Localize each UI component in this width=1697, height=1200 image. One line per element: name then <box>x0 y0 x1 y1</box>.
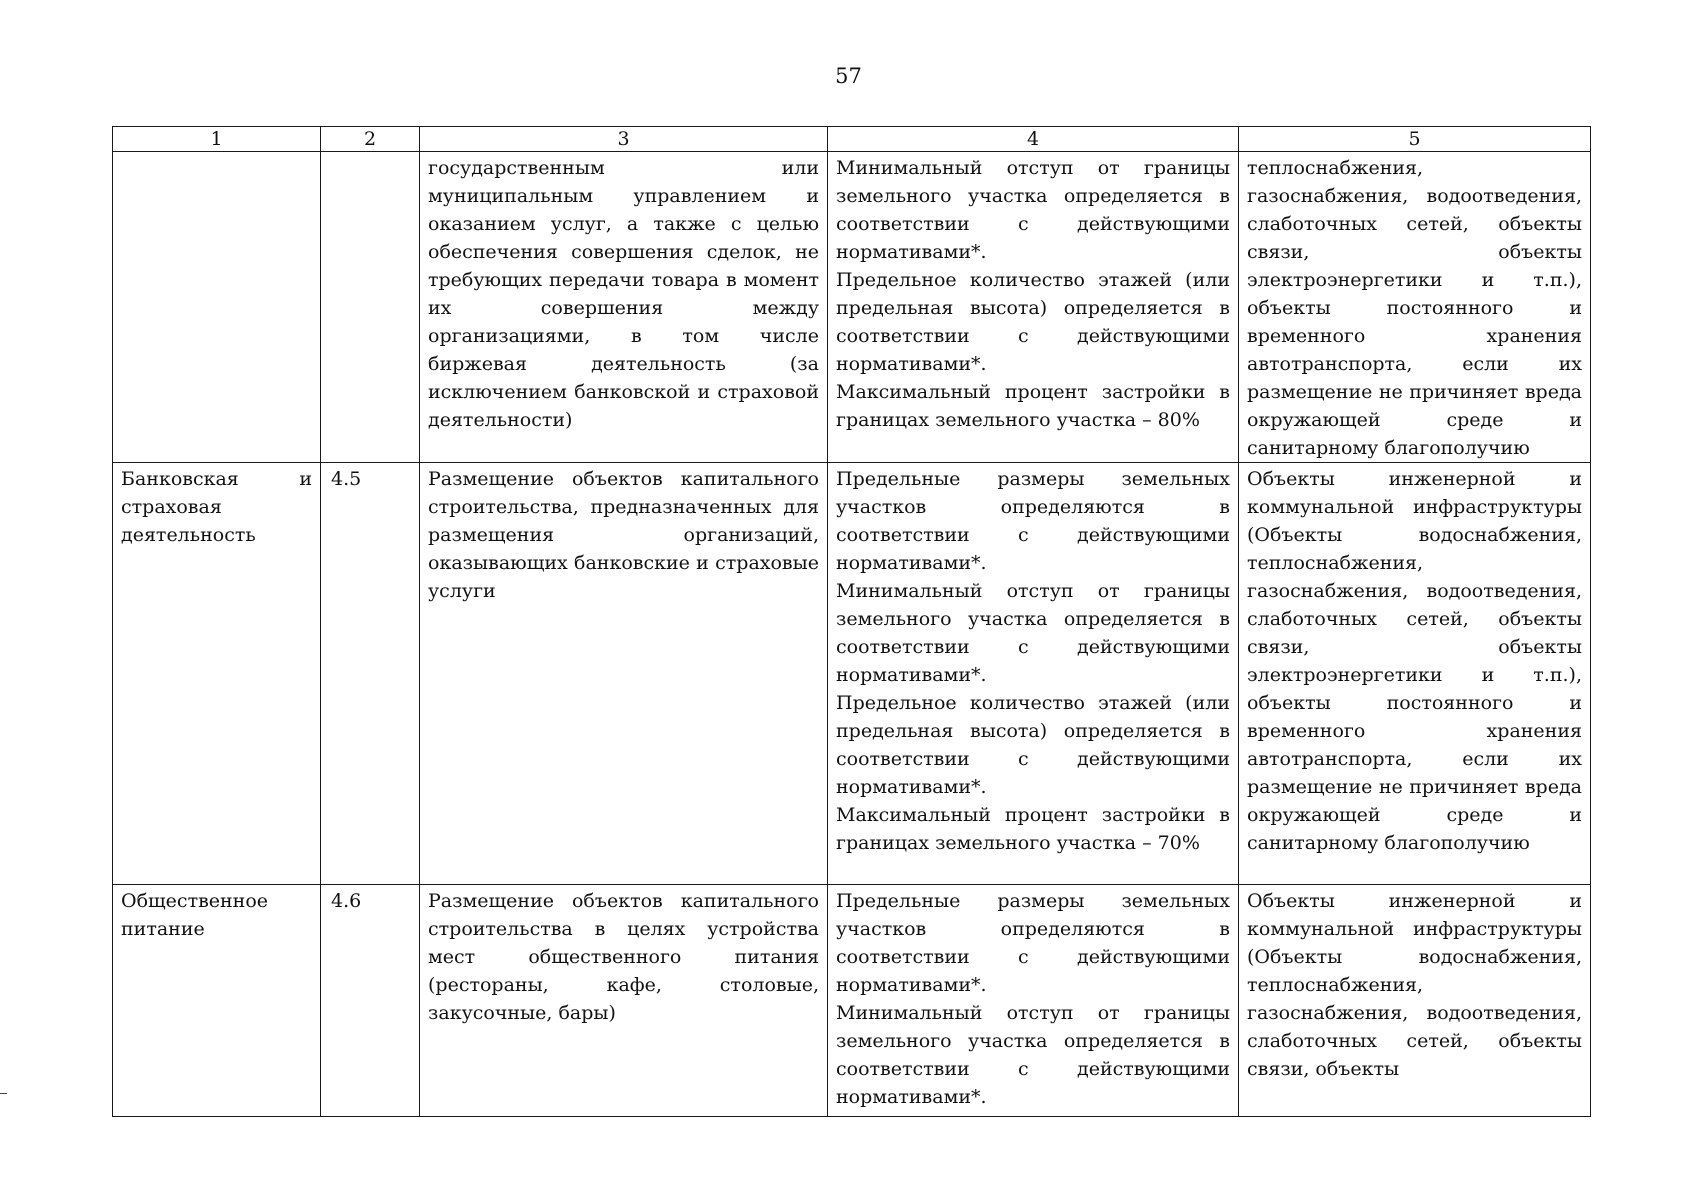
column-header-5: 5 <box>1239 127 1591 152</box>
use-type-code <box>321 152 420 463</box>
parameter-item: Максимальный процент застройки в границах земельного участка – 80% <box>836 381 1230 431</box>
auxiliary-uses <box>1239 885 1591 1117</box>
construction-parameters <box>828 463 1239 885</box>
auxiliary-uses <box>1239 463 1591 885</box>
table-row <box>113 463 1591 885</box>
parameter-item: Предельное количество этажей (или предельная высота) определяется в соответствии с действующими нормативами*. <box>836 269 1230 375</box>
column-header-4: 4 <box>828 127 1239 152</box>
column-header-1: 1 <box>113 127 321 152</box>
description-text: Размещение объектов капитального строительства в целях устройства мест общественного питания (рестораны, кафе, столовые, закусочные, бары) <box>428 890 819 1024</box>
parameter-item: Максимальный процент застройки в границах земельного участка – 70% <box>836 804 1230 854</box>
construction-parameters <box>828 152 1239 463</box>
use-type-name: Общественное питание <box>113 885 321 1117</box>
description-text: государственным или муниципальным управлением и оказанием услуг, а также с целью обеспечения совершения сделок, не требующих передачи товара в момент их совершения между организациями, в том числе биржевая деятельность (за исключением банковской и страховой деятельности) <box>428 157 819 431</box>
description-text: Размещение объектов капитального строительства, предназначенных для размещения организаций, оказывающих банковские и страховые услуги <box>428 468 819 602</box>
use-type-description <box>420 885 828 1117</box>
auxiliary-text: теплоснабжения, газоснабжения, водоотведения, слаботочных сетей, объекты связи, объекты электроэнергетики и т.п.), объекты постоянного и временного хранения автотранспорта, если их размещение не причиняет вреда окружающей среде и санитарному благополучию <box>1247 157 1582 459</box>
parameter-item: Минимальный отступ от границы земельного участка определяется в соответствии с действующими нормативами*. <box>836 157 1230 263</box>
use-type-description <box>420 152 828 463</box>
auxiliary-uses <box>1239 152 1591 463</box>
margin-mark <box>0 1093 7 1094</box>
column-header-2: 2 <box>321 127 420 152</box>
table-header-row <box>113 127 1591 152</box>
page-number: 57 <box>835 64 862 88</box>
land-use-table <box>112 126 1591 1117</box>
parameter-item: Минимальный отступ от границы земельного участка определяется в соответствии с действующими нормативами*. <box>836 580 1230 686</box>
use-type-code: 4.6 <box>321 885 420 1117</box>
column-header-3: 3 <box>420 127 828 152</box>
table-row <box>113 152 1591 463</box>
use-type-name: Банковская и страховая деятельность <box>113 463 321 885</box>
auxiliary-text: Объекты инженерной и коммунальной инфраструктуры (Объекты водоснабжения, теплоснабжения, газоснабжения, водоотведения, слаботочных сетей, объекты связи, объекты электроэнергетики и т.п.), объекты постоянного и временного хранения автотранспорта, если их размещение не причиняет вреда окружающей среде и санитарному благополучию <box>1247 468 1582 854</box>
use-type-description <box>420 463 828 885</box>
table-row <box>113 885 1591 1117</box>
construction-parameters <box>828 885 1239 1117</box>
parameter-item: Предельное количество этажей (или предельная высота) определяется в соответствии с действующими нормативами*. <box>836 692 1230 798</box>
parameter-item: Минимальный отступ от границы земельного участка определяется в соответствии с действующими нормативами*. <box>836 1002 1230 1108</box>
use-type-name <box>113 152 321 463</box>
auxiliary-text: Объекты инженерной и коммунальной инфраструктуры (Объекты водоснабжения, теплоснабжения, газоснабжения, водоотведения, слаботочных сетей, объекты связи, объекты <box>1247 890 1582 1080</box>
parameter-item: Предельные размеры земельных участков определяются в соответствии с действующими нормативами*. <box>836 468 1230 574</box>
use-type-code: 4.5 <box>321 463 420 885</box>
parameter-item: Предельные размеры земельных участков определяются в соответствии с действующими нормативами*. <box>836 890 1230 996</box>
